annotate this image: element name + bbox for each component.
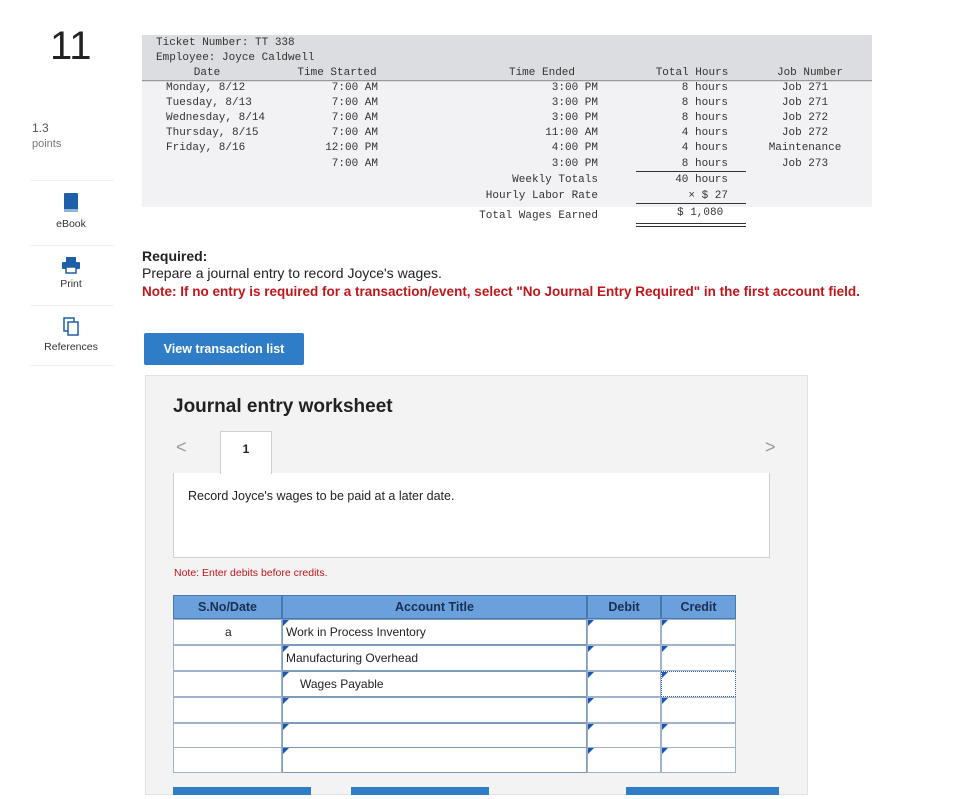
dropdown-marker-icon — [588, 672, 594, 678]
dropdown-marker-icon — [662, 620, 668, 626]
printer-icon — [61, 257, 81, 274]
debit-input[interactable] — [587, 619, 661, 645]
book-icon — [62, 192, 80, 214]
row-start: 12:00 PM — [325, 142, 378, 154]
double-underline — [636, 223, 746, 224]
row-hours: 8 hours — [681, 97, 728, 109]
credit-input[interactable] — [661, 723, 736, 749]
table-row-sno — [173, 645, 282, 671]
account-select[interactable]: Manufacturing Overhead — [282, 645, 587, 671]
weekly-totals-label: Weekly Totals — [512, 174, 598, 186]
credit-input[interactable] — [661, 697, 736, 723]
row-date: Tuesday, 8/13 — [166, 97, 252, 109]
col-header-date: Date — [193, 67, 221, 79]
next-arrow-icon[interactable]: > — [765, 437, 776, 457]
view-transaction-list-button[interactable]: View transaction list — [144, 333, 304, 365]
table-row-sno — [173, 697, 282, 723]
row-end: 3:00 PM — [551, 82, 598, 94]
row-job: Job 272 — [781, 112, 829, 124]
col-header-time-started: Time Started — [297, 67, 377, 79]
dropdown-marker-icon — [662, 698, 668, 704]
clear-entry-button[interactable] — [351, 787, 489, 795]
col-header-job-number: Job Number — [776, 67, 843, 79]
col-header-account: Account Title — [282, 595, 587, 619]
dropdown-marker-icon — [662, 646, 668, 652]
row-hours: 8 hours — [681, 82, 728, 94]
row-start: 7:00 AM — [331, 97, 378, 109]
dropdown-marker-icon — [588, 698, 594, 704]
worksheet-note: Note: Enter debits before credits. — [174, 567, 328, 579]
credit-input[interactable] — [661, 619, 736, 645]
entry-description: Record Joyce's wages to be paid at a later date. — [188, 489, 455, 503]
dropdown-marker-icon — [588, 646, 594, 652]
table-row-sno: a — [173, 619, 282, 645]
points-value: 1.3 — [32, 121, 49, 135]
print-button[interactable] — [30, 257, 112, 290]
record-entry-button[interactable] — [173, 787, 311, 795]
row-job: Job 271 — [781, 82, 829, 94]
credit-input[interactable] — [661, 645, 736, 671]
col-header-time-ended: Time Ended — [508, 67, 575, 79]
row-date: Friday, 8/16 — [166, 142, 246, 154]
sidebar-divider — [30, 180, 114, 181]
total-wages-label: Total Wages Earned — [479, 210, 598, 222]
table-row-sno — [173, 671, 282, 697]
row-date: Monday, 8/12 — [166, 82, 246, 94]
references-button[interactable] — [30, 317, 112, 353]
row-job: Job 272 — [781, 127, 829, 139]
required-text: Prepare a journal entry to record Joyce's wages. — [142, 265, 442, 281]
debit-input[interactable] — [587, 645, 661, 671]
debit-input[interactable] — [587, 671, 661, 697]
job-ticket — [142, 35, 872, 222]
copy-icon — [63, 317, 79, 337]
underline — [636, 171, 746, 172]
dropdown-marker-icon — [283, 672, 289, 678]
total-wages-value: $ 1,080 — [677, 207, 724, 219]
table-row-sno — [173, 723, 282, 749]
col-header-debit: Debit — [587, 595, 661, 619]
ebook-button[interactable] — [30, 192, 112, 230]
dropdown-marker-icon — [662, 748, 668, 754]
sidebar-divider — [30, 365, 114, 366]
row-end: 3:00 PM — [551, 112, 598, 124]
account-select[interactable] — [282, 723, 587, 749]
account-select[interactable] — [282, 747, 587, 773]
row-start: 7:00 AM — [331, 82, 378, 94]
col-header-total-hours: Total Hours — [655, 67, 729, 79]
dropdown-marker-icon — [283, 698, 289, 704]
account-select[interactable]: Work in Process Inventory — [282, 619, 587, 645]
ticket-number: Ticket Number: TT 338 — [156, 37, 295, 49]
row-hours: 8 hours — [681, 112, 728, 124]
row-date: Thursday, 8/15 — [166, 127, 259, 139]
credit-input[interactable] — [661, 747, 736, 773]
dropdown-marker-icon — [588, 620, 594, 626]
prev-arrow-icon[interactable]: < — [176, 437, 187, 457]
row-date: Wednesday, 8/14 — [166, 112, 266, 124]
worksheet-title: Journal entry worksheet — [173, 396, 393, 417]
col-header-sno: S.No/Date — [173, 595, 282, 619]
debit-input[interactable] — [587, 723, 661, 749]
weekly-totals-value: 40 hours — [675, 174, 728, 186]
row-job: Job 271 — [781, 97, 829, 109]
account-select[interactable] — [282, 697, 587, 723]
sidebar-divider — [30, 305, 114, 306]
row-job: Job 273 — [781, 158, 829, 170]
tab-1[interactable]: 1 — [220, 431, 272, 474]
dropdown-marker-icon — [662, 724, 668, 730]
row-job: Maintenance — [768, 142, 842, 154]
row-start: 7:00 AM — [331, 112, 378, 124]
row-hours: 8 hours — [681, 158, 728, 170]
points-label: points — [32, 138, 62, 150]
debit-input[interactable] — [587, 697, 661, 723]
row-start: 7:00 AM — [331, 127, 378, 139]
dropdown-marker-icon — [588, 748, 594, 754]
dropdown-marker-icon — [662, 672, 668, 678]
dropdown-marker-icon — [588, 724, 594, 730]
row-end: 11:00 AM — [545, 127, 598, 139]
references-label: References — [44, 341, 98, 353]
account-select[interactable]: Wages Payable — [282, 671, 587, 697]
employee-name: Employee: Joyce Caldwell — [156, 52, 315, 64]
row-end: 3:00 PM — [551, 158, 598, 170]
row-end: 4:00 PM — [551, 142, 598, 154]
debit-input[interactable] — [587, 747, 661, 773]
col-header-credit: Credit — [661, 595, 736, 619]
hourly-rate-value: × $ 27 — [688, 190, 728, 202]
dropdown-marker-icon — [283, 748, 289, 754]
dropdown-marker-icon — [283, 724, 289, 730]
required-note: Note: If no entry is required for a transaction/event, select "No Journal Entry Required" in the first account field. — [142, 284, 860, 299]
row-hours: 4 hours — [681, 142, 728, 154]
table-row-sno — [173, 747, 282, 773]
ebook-label: eBook — [56, 218, 86, 230]
question-number: 11 — [50, 24, 92, 68]
row-end: 3:00 PM — [551, 97, 598, 109]
view-general-journal-button[interactable] — [626, 787, 779, 795]
sidebar-divider — [30, 245, 114, 246]
credit-input-focused[interactable] — [661, 671, 736, 697]
row-hours: 4 hours — [681, 127, 728, 139]
underline — [636, 203, 746, 204]
hourly-rate-label: Hourly Labor Rate — [485, 190, 598, 202]
double-underline — [636, 226, 746, 227]
required-title: Required: — [142, 248, 208, 264]
entry-description-box — [173, 473, 770, 558]
print-label: Print — [60, 278, 82, 290]
row-start: 7:00 AM — [331, 158, 378, 170]
